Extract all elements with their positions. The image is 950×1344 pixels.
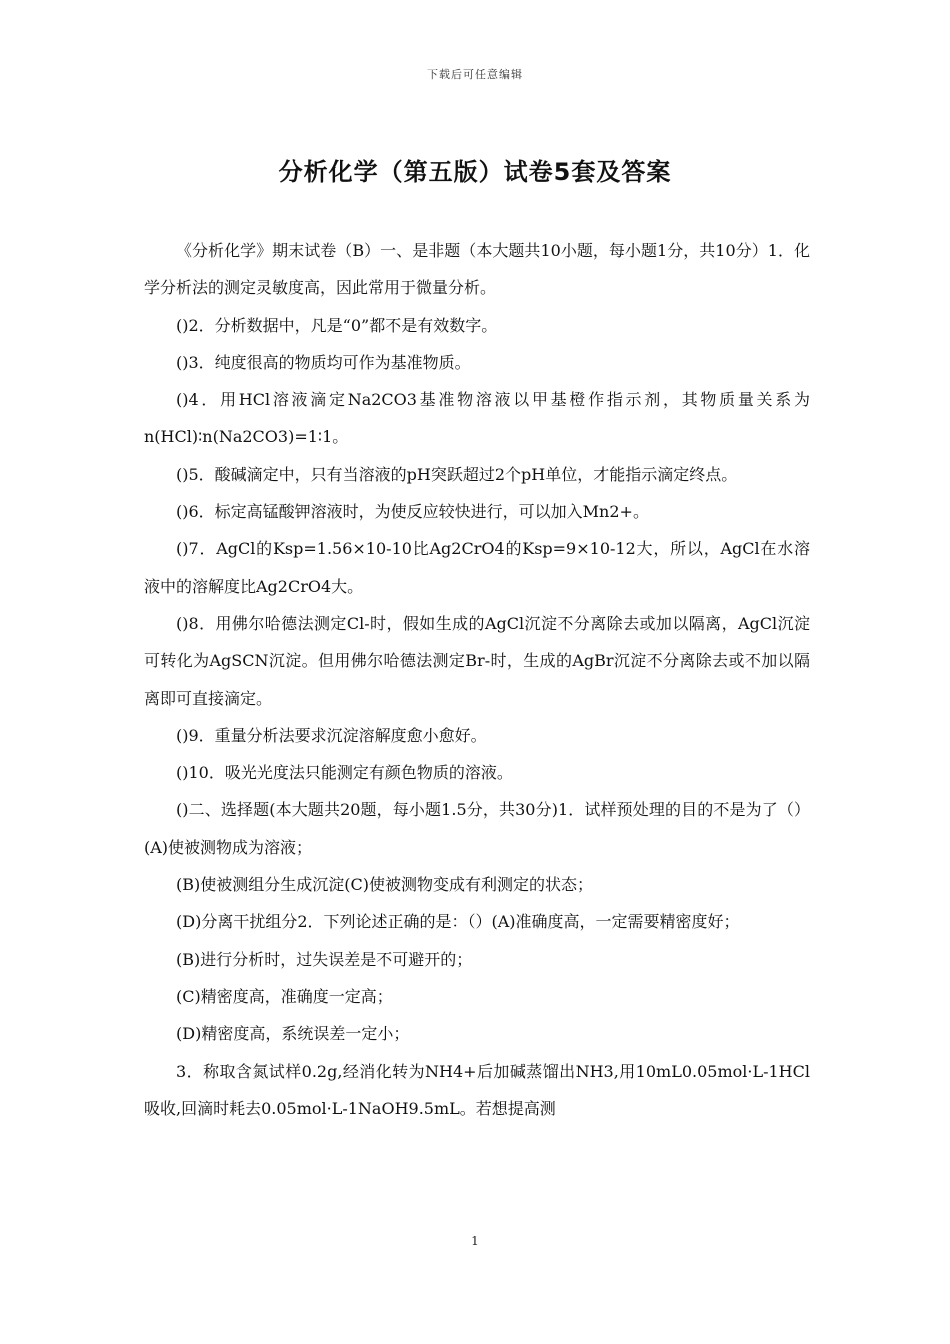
paragraph-q10: ()10．吸光光度法只能测定有颜色物质的溶液。 (176, 763, 513, 783)
paragraph-option-b: (B)进行分析时，过失误差是不可避开的； (176, 949, 473, 969)
document-body (144, 232, 810, 1127)
paragraph-option-b-c: (B)使被测组分生成沉淀(C)使被测物变成有利测定的状态； (176, 875, 593, 895)
paragraph-intro-q1: 《分析化学》期末试卷（B）一、是非题（本大题共10小题，每小题1分，共10分）1．化学分析法的测定灵敏度高，因此常用于微量分析。 (144, 241, 810, 298)
paragraph-q9: ()9．重量分析法要求沉淀溶解度愈小愈好。 (176, 725, 487, 745)
paragraph-q7: ()7．AgCl的Ksp=1.56×10-10比Ag2CrO4的Ksp=9×10-12大，所以，AgCl在水溶液中的溶解度比Ag2CrO4大。 (144, 539, 810, 596)
paragraph-option-d-q2: (D)分离干扰组分2．下列论述正确的是：（）(A)准确度高，一定需要精密度好； (176, 912, 740, 932)
paragraph-q6: ()6．标定高锰酸钾溶液时，为使反应较快进行，可以加入Mn2+。 (176, 502, 649, 522)
paragraph-q3: ()3．纯度很高的物质均可作为基准物质。 (176, 352, 471, 372)
paragraph-q2: ()2．分析数据中，凡是“0”都不是有效数字。 (176, 315, 498, 335)
paragraph-q4: ()4．用HCl溶液滴定Na2CO3基准物溶液以甲基橙作指示剂，其物质量关系为n(HCl)∶n(Na2CO3)=1∶1。 (144, 390, 810, 447)
page-number: 1 (471, 1234, 479, 1248)
paragraph-option-c: (C)精密度高，准确度一定高； (176, 986, 393, 1006)
paragraph-q5: ()5．酸碱滴定中，只有当溶液的pH突跃超过2个pH单位，才能指示滴定终点。 (176, 464, 738, 484)
document-title: 分析化学（第五版）试卷5套及答案 (278, 158, 672, 186)
page-header-note: 下载后可任意编辑 (427, 68, 523, 81)
paragraph-section2-q1: ()二、选择题(本大题共20题，每小题1.5分，共30分)1．试样预处理的目的不是为了（）(A)使被测物成为溶液； (144, 800, 810, 857)
paragraph-q3-section2: 3．称取含氮试样0.2g,经消化转为NH4+后加碱蒸馏出NH3,用10mL0.05mol·L-1HCl吸收,回滴时耗去0.05mol·L-1NaOH9.5mL。若想提高测 (144, 1061, 810, 1118)
paragraph-q8: ()8．用佛尔哈德法测定Cl-时，假如生成的AgCl沉淀不分离除去或加以隔离，AgCl沉淀可转化为AgSCN沉淀。但用佛尔哈德法测定Br-时，生成的AgBr沉淀不分离除去或不加以隔离即可直接滴定。 (144, 613, 810, 708)
paragraph-option-d: (D)精密度高，系统误差一定小； (176, 1024, 410, 1044)
